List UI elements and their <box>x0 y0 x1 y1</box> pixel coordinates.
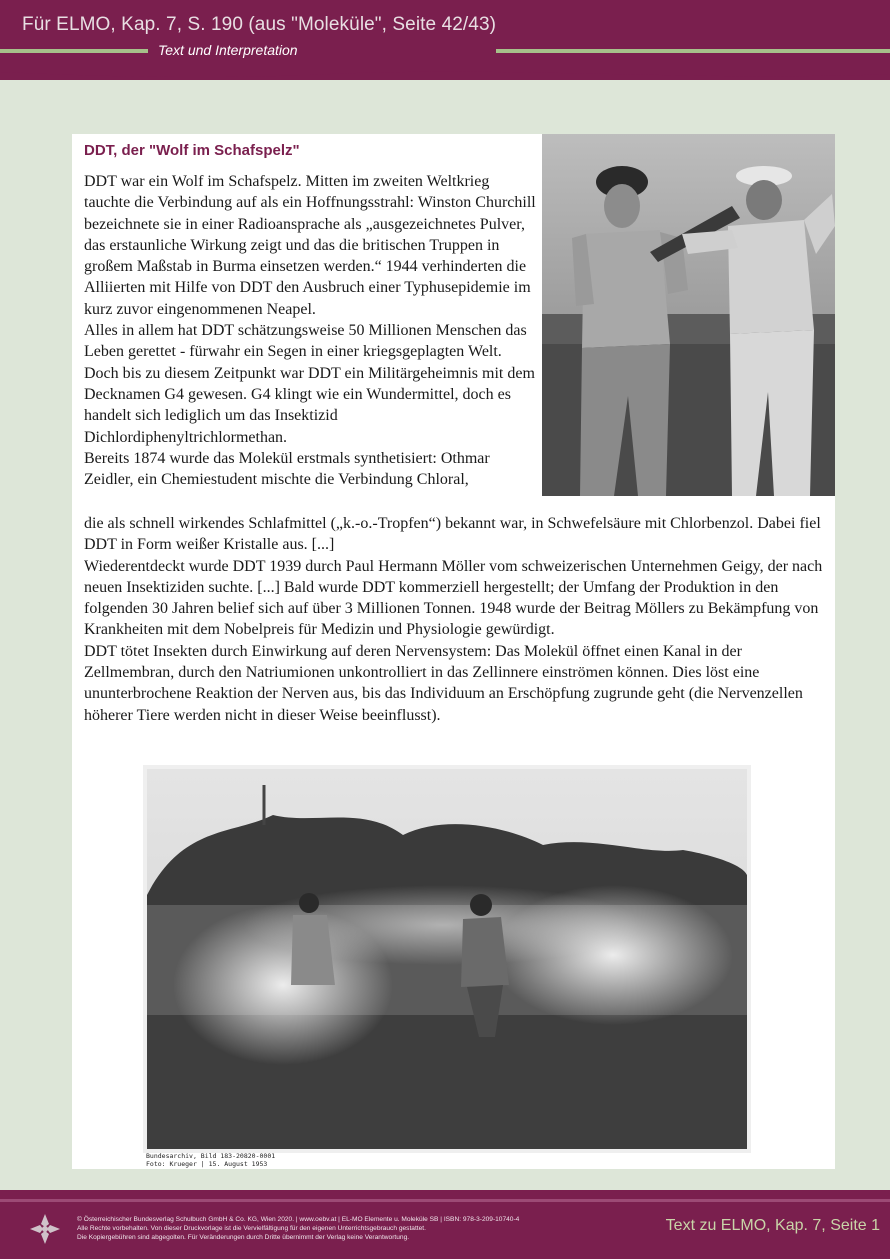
paragraph: Alles in allem hat DDT schätzungsweise 50 Millionen Menschen das Leben gerettet - fürwahr ein Segen in einer kriegsgeplagten Welt. Doch bis zu diesem Zeitpunkt war DDT ein Militärgeheimnis mit dem Decknamen G4 gewesen. G4 klingt wie ein Wundermittel, doch es handelt sich lediglich um das Insektizid Dichlordiphenyltrichlormethan. <box>84 322 535 446</box>
footer-stripe <box>0 1199 890 1202</box>
photo-credit-archive: Bundesarchiv, Bild 183-20820-0001 <box>146 1152 276 1160</box>
paragraph: Wiederentdeckt wurde DDT 1939 durch Paul Hermann Möller vom schweizerischen Unternehmen Geigy, der nach neuen Insektiziden suchte. [...] Bald wurde DDT kommerziell hergestellt; der Umfang der Produktion in den folgenden 30 Jahren belief sich auf über 3 Millionen Tonnen. 1948 wurde der Beitrag Möllers zu Bekämpfung von Krankheiten mit dem Nobelpreis für Medizin und Physiologie gewürdigt. <box>84 557 823 639</box>
legal-rights: Alle Rechte vorbehalten. Von dieser Druckvorlage ist die Vervielfältigung für den eigenen Unterrichtsgebrauch gestattet. <box>77 1225 426 1232</box>
paragraph: Bereits 1874 wurde das Molekül erstmals synthetisiert: Othmar Zeidler, ein Chemiestudent mischte die Verbindung Chloral, <box>84 449 490 489</box>
page-label: Text zu ELMO, Kap. 7, Seite 1 <box>665 1217 880 1234</box>
field-spraying-photo <box>143 765 751 1153</box>
paragraph: DDT war ein Wolf im Schafspelz. Mitten im zweiten Weltkrieg tauchte die Verbindung auf als ein Hoffnungsstrahl: Winston Churchill bezeichnete sie in einer Radioansprache als „ausgezeichnetes Pulver, das erstaunliche Wirkung zeigt und das die britischen Truppen in großem Maßstab in Burma einsetzen werden.“ 1944 verhinderten die Alliierten mit Hilfe von DDT den Ausbruch einer Typhusepidemie im kurz zuvor eingenommenen Neapel. <box>84 173 536 318</box>
photo-credit-photographer: Foto: Krueger | 15. August 1953 <box>146 1159 268 1168</box>
header-wave <box>0 60 890 100</box>
header-rule-right <box>496 49 890 53</box>
page-subtitle: Text und Interpretation <box>158 42 298 58</box>
paragraph: DDT tötet Insekten durch Einwirkung auf deren Nervensystem: Das Molekül öffnet einen Kanal in der Zellmembran, durch den Natriumionen unkontrolliert in das Zellinnere einströmen können. Dies löst eine ununterbrochene Reaktion der Nerven aus, bis das Individuum an Erschöpfung zugrunde geht (die Nervenzellen höherer Tiere werden nicht in dieser Weise beeinflusst). <box>84 642 803 724</box>
publisher-logo-icon <box>28 1212 62 1246</box>
footer-legal <box>77 1215 519 1242</box>
page-title: Für ELMO, Kap. 7, S. 190 (aus "Moleküle", Seite 42/43) <box>22 14 497 35</box>
legal-fees: Die Kopiergebühren sind abgegolten. Für Veränderungen durch Dritte übernimmt der Verlag keine Verantwortung. <box>77 1234 410 1241</box>
article-text-wide <box>84 513 829 726</box>
legal-copyright: © Österreichischer Bundesverlag Schulbuch GmbH & Co. KG, Wien 2020. | www.oebv.at | EL-MO Elemente u. Moleküle SB | ISBN: 978-3-209-10740-4 <box>77 1216 520 1223</box>
article-heading: DDT, der "Wolf im Schafspelz" <box>84 142 300 159</box>
soldiers-ddt-photo <box>542 134 835 496</box>
paragraph: die als schnell wirkendes Schlafmittel („k.-o.-Tropfen“) bekannt war, in Schwefelsäure mit Chlorbenzol. Dabei fiel DDT in Form weißer Kristalle aus. [...] <box>84 515 821 554</box>
article-text-narrow <box>84 171 536 490</box>
header-rule-left <box>0 49 148 53</box>
photo-credit <box>146 1153 275 1168</box>
